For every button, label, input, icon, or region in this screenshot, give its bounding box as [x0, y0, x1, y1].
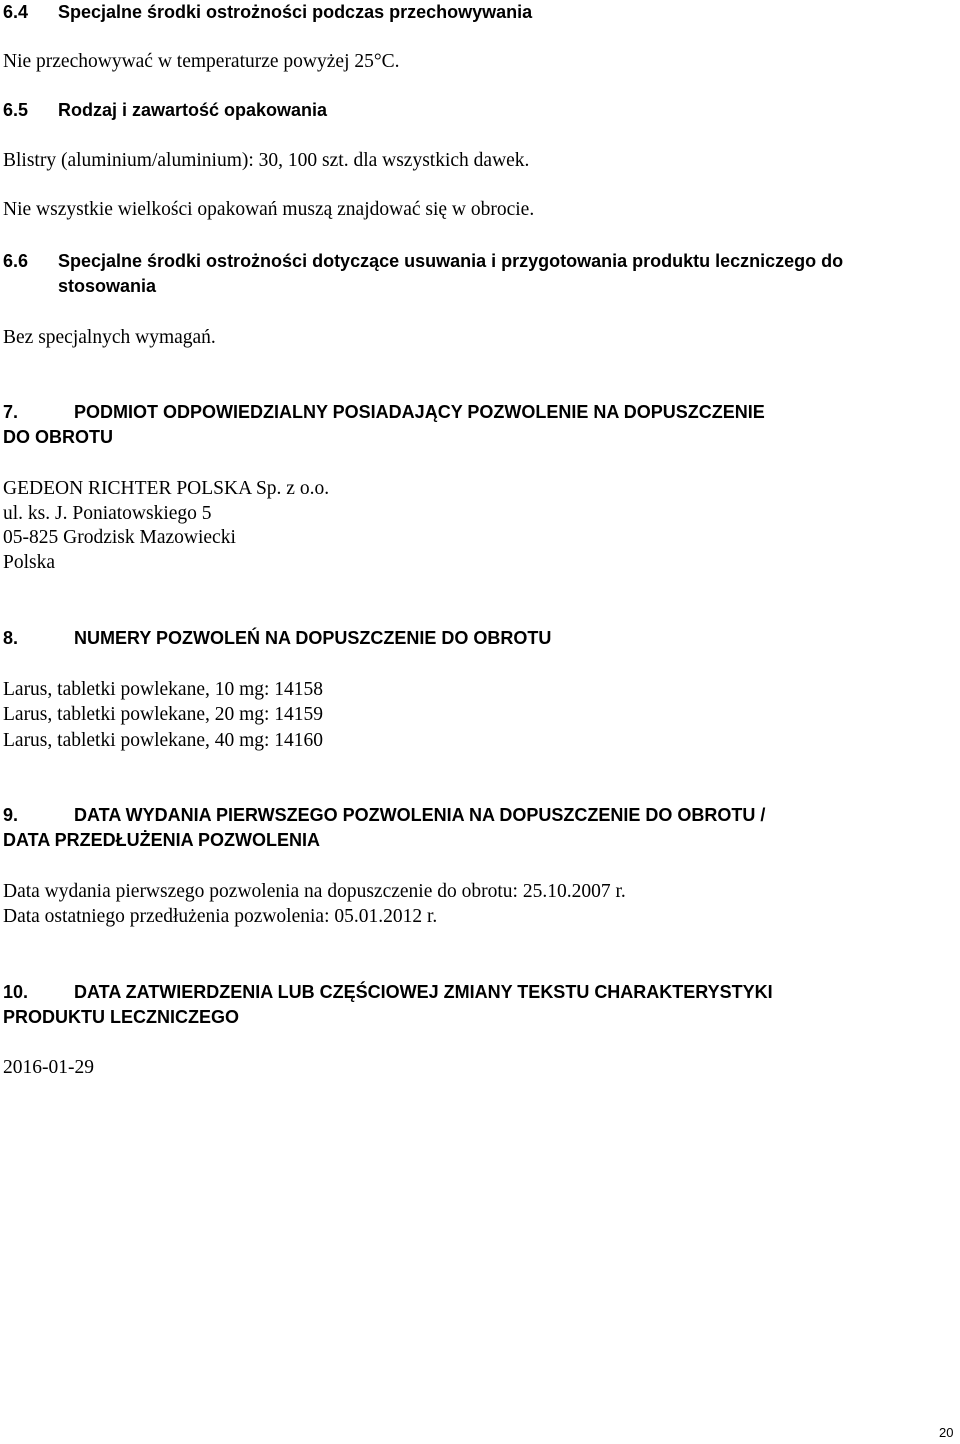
authorization-line: Larus, tabletki powlekane, 10 mg: 14158 [3, 679, 324, 700]
paragraph: Bez specjalnych wymagań. [3, 327, 216, 348]
section-number: 8. [3, 628, 19, 648]
section-number: 7. [3, 402, 19, 422]
address-line: ul. ks. J. Poniatowskiego 5 [3, 503, 212, 524]
section-number: 6.5 [3, 100, 29, 120]
authorization-line: Larus, tabletki powlekane, 40 mg: 14160 [3, 730, 324, 751]
address-line: GEDEON RICHTER POLSKA Sp. z o.o. [3, 478, 330, 499]
section-heading: PODMIOT ODPOWIEDZIALNY POSIADAJĄCY POZWOLENIE NA DOPUSZCZENIE [74, 402, 765, 422]
section-heading-continued: DO OBROTU [3, 427, 113, 447]
section-heading-continued: DATA PRZEDŁUŻENIA POZWOLENIA [3, 830, 320, 850]
address-line: 05-825 Grodzisk Mazowiecki [3, 527, 236, 548]
approval-date: 2016-01-29 [3, 1057, 94, 1078]
authorization-line: Larus, tabletki powlekane, 20 mg: 14159 [3, 704, 324, 725]
section-heading: NUMERY POZWOLEŃ NA DOPUSZCZENIE DO OBROTU [74, 628, 552, 648]
date-line: Data ostatniego przedłużenia pozwolenia: 05.01.2012 r. [3, 906, 438, 927]
date-line: Data wydania pierwszego pozwolenia na dopuszczenie do obrotu: 25.10.2007 r. [3, 881, 626, 902]
section-heading: Specjalne środki ostrożności podczas przechowywania [58, 2, 533, 22]
section-heading: DATA WYDANIA PIERWSZEGO POZWOLENIA NA DOPUSZCZENIE DO OBROTU / [74, 805, 766, 825]
paragraph: Nie wszystkie wielkości opakowań muszą znajdować się w obrocie. [3, 199, 535, 220]
paragraph: Nie przechowywać w temperaturze powyżej 25°C. [3, 51, 400, 72]
section-number: 9. [3, 805, 19, 825]
section-heading: Specjalne środki ostrożności dotyczące usuwania i przygotowania produktu leczniczego do [58, 251, 844, 271]
page-number: 20 [939, 1425, 954, 1440]
paragraph: Blistry (aluminium/aluminium): 30, 100 szt. dla wszystkich dawek. [3, 150, 530, 171]
address-line: Polska [3, 552, 56, 573]
section-heading: DATA ZATWIERDZENIA LUB CZĘŚCIOWEJ ZMIANY TEKSTU CHARAKTERYSTYKI [74, 982, 773, 1002]
section-number: 6.4 [3, 2, 29, 22]
section-heading-continued: stosowania [58, 276, 157, 296]
section-number: 6.6 [3, 251, 29, 271]
section-heading: Rodzaj i zawartość opakowania [58, 100, 328, 120]
section-number: 10. [3, 982, 29, 1002]
section-heading-continued: PRODUKTU LECZNICZEGO [3, 1007, 239, 1027]
